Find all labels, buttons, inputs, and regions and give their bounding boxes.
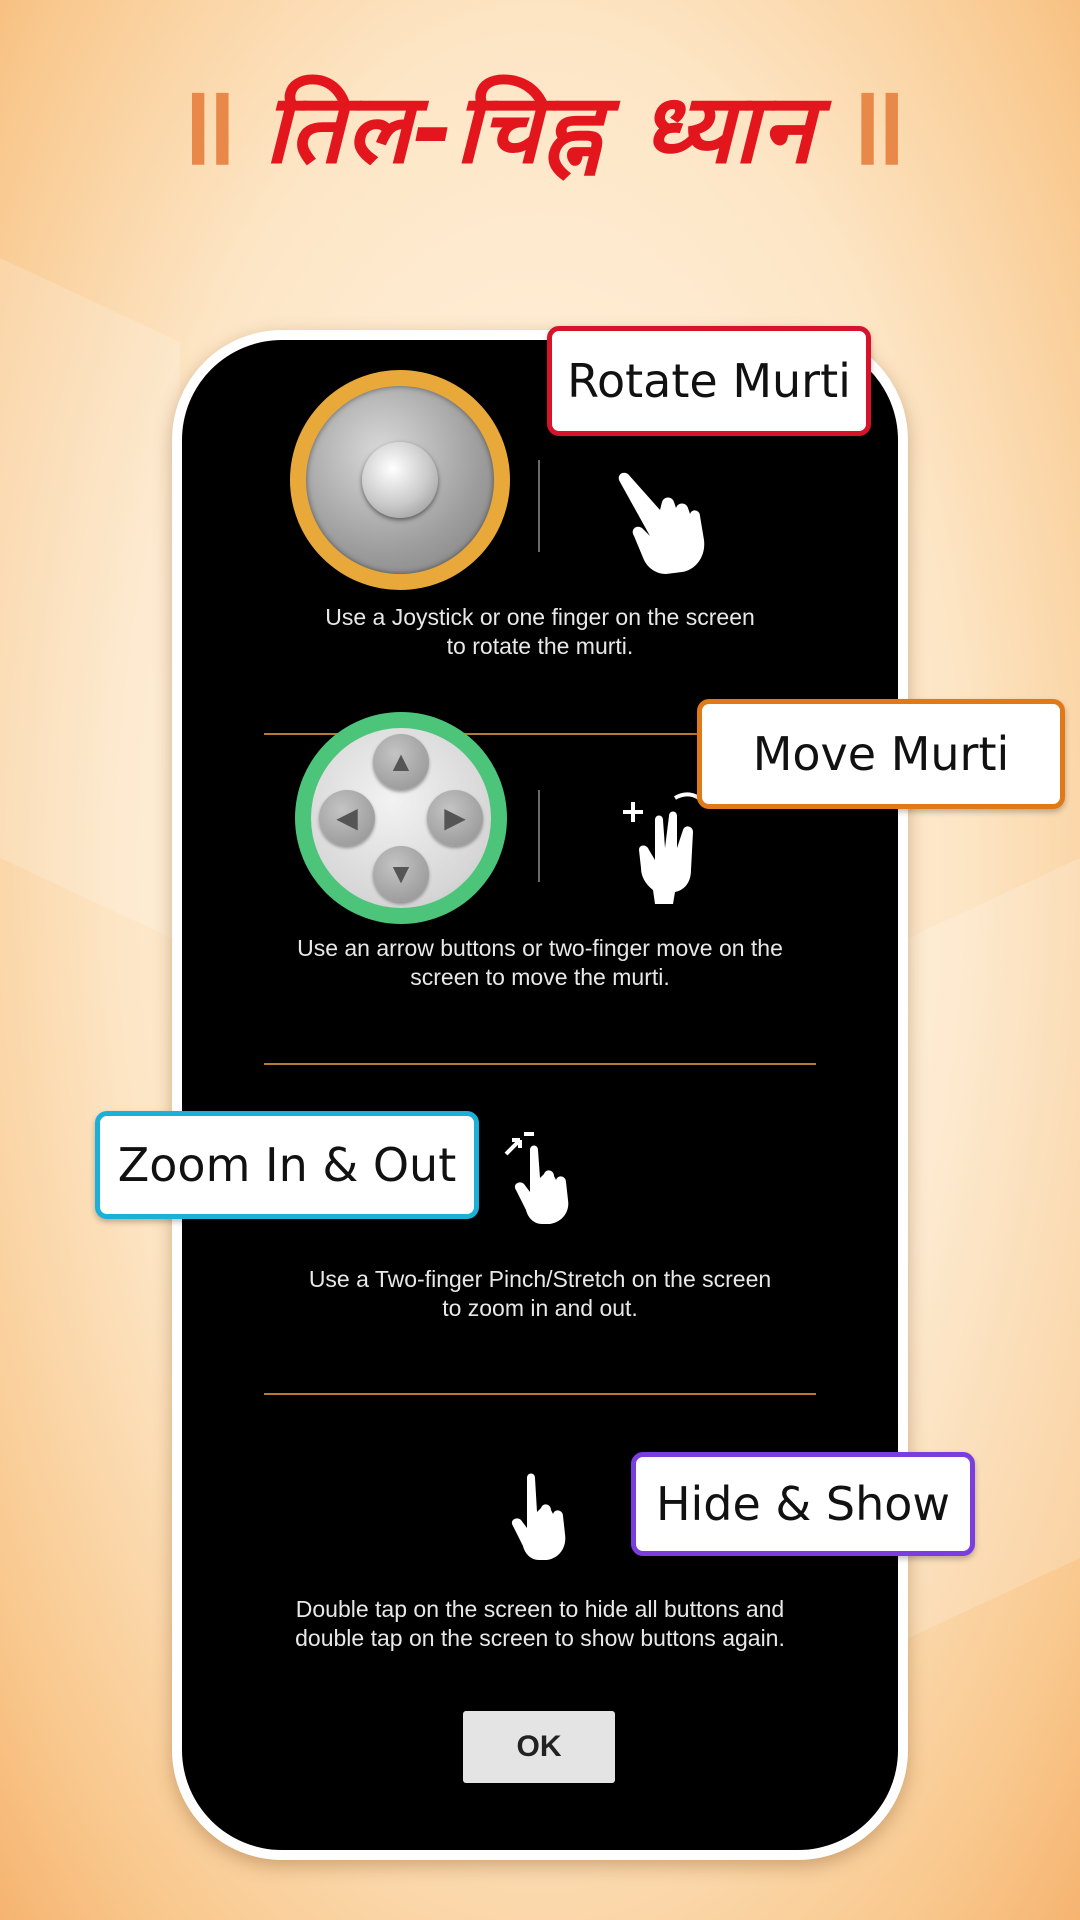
hide-show-description [172, 1595, 908, 1653]
one-finger-hand-icon [612, 470, 722, 580]
double-tap-hand-icon [505, 1472, 575, 1562]
zoom-description-line2: to zoom in and out. [442, 1295, 638, 1321]
rotate-description-line2: to rotate the murti. [446, 633, 634, 659]
section-divider [264, 1393, 816, 1395]
zoom-description-line1: Use a Two-finger Pinch/Stretch on the screen [308, 1266, 772, 1292]
ok-button[interactable]: OK [463, 1711, 615, 1783]
title-text: तिल-चिह्न ध्यान [264, 72, 816, 185]
hide-show-label: Hide & Show [631, 1452, 975, 1556]
zoom-in-out-label: Zoom In & Out [95, 1111, 479, 1219]
arrow-right-icon: ▶ [427, 790, 483, 846]
title-bars-left: ॥ [172, 60, 239, 189]
move-description-line2: screen to move the murti. [410, 964, 670, 990]
joystick-icon [290, 370, 510, 590]
arrow-left-icon: ◀ [319, 790, 375, 846]
background-shard [0, 258, 180, 942]
joystick-knob [362, 442, 438, 518]
arrow-up-icon: ▲ [373, 734, 429, 790]
title-bars-right: ॥ [841, 60, 908, 189]
hide-show-description-line1: Double tap on the screen to hide all buttons and [295, 1596, 785, 1622]
arrow-pad-face [311, 728, 491, 908]
move-description [172, 934, 908, 992]
vertical-divider [538, 790, 540, 882]
move-murti-label: Move Murti [697, 699, 1065, 809]
rotate-description-line1: Use a Joystick or one finger on the screen [325, 604, 755, 630]
rotate-description [172, 603, 908, 661]
section-divider [264, 733, 704, 735]
zoom-description [172, 1265, 908, 1323]
arrow-pad-icon [295, 712, 507, 924]
rotate-murti-label: Rotate Murti [547, 326, 871, 436]
section-divider [264, 1063, 816, 1065]
page-title [0, 60, 1080, 190]
move-description-line1: Use an arrow buttons or two-finger move on the [297, 935, 783, 961]
vertical-divider [538, 460, 540, 552]
pinch-hand-icon [500, 1130, 580, 1230]
arrow-down-icon: ▼ [373, 846, 429, 902]
hide-show-description-line2: double tap on the screen to show buttons again. [295, 1625, 785, 1651]
